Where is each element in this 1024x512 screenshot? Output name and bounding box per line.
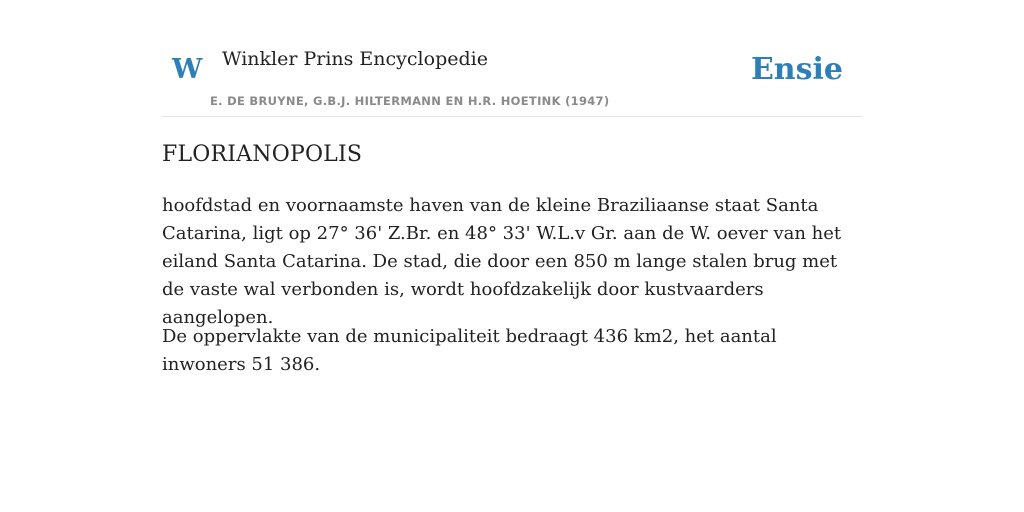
entry-headword: FLORIANOPOLIS <box>162 142 363 167</box>
encyclopedia-title-link[interactable]: Winkler Prins Encyclopedie <box>222 48 488 70</box>
encyclopedia-header <box>162 0 862 117</box>
entry-paragraph: De oppervlakte van de municipaliteit bedraagt 436 km2, het aantal inwoners 51 386. <box>162 326 777 375</box>
ensie-brand-link[interactable]: Ensie <box>750 52 843 87</box>
encyclopedia-authors: E. DE BRUYNE, G.B.J. HILTERMANN EN H.R. HOETINK (1947) <box>210 94 610 108</box>
entry-paragraph: hoofdstad en voornaamste haven van de kleine Braziliaanse staat Santa Catarina, ligt op 27° 36' Z.Br. en 48° 33' W.L.v Gr. aan de W. oever van het eiland Santa Catarina. De stad, die door een 850 m lange stalen brug met de vaste wal verbonden is, wordt hoofdzakelijk door kustvaarders aangelopen. <box>162 195 842 328</box>
encyclopedia-logo-link[interactable]: W <box>172 54 203 85</box>
page-container <box>162 0 862 375</box>
